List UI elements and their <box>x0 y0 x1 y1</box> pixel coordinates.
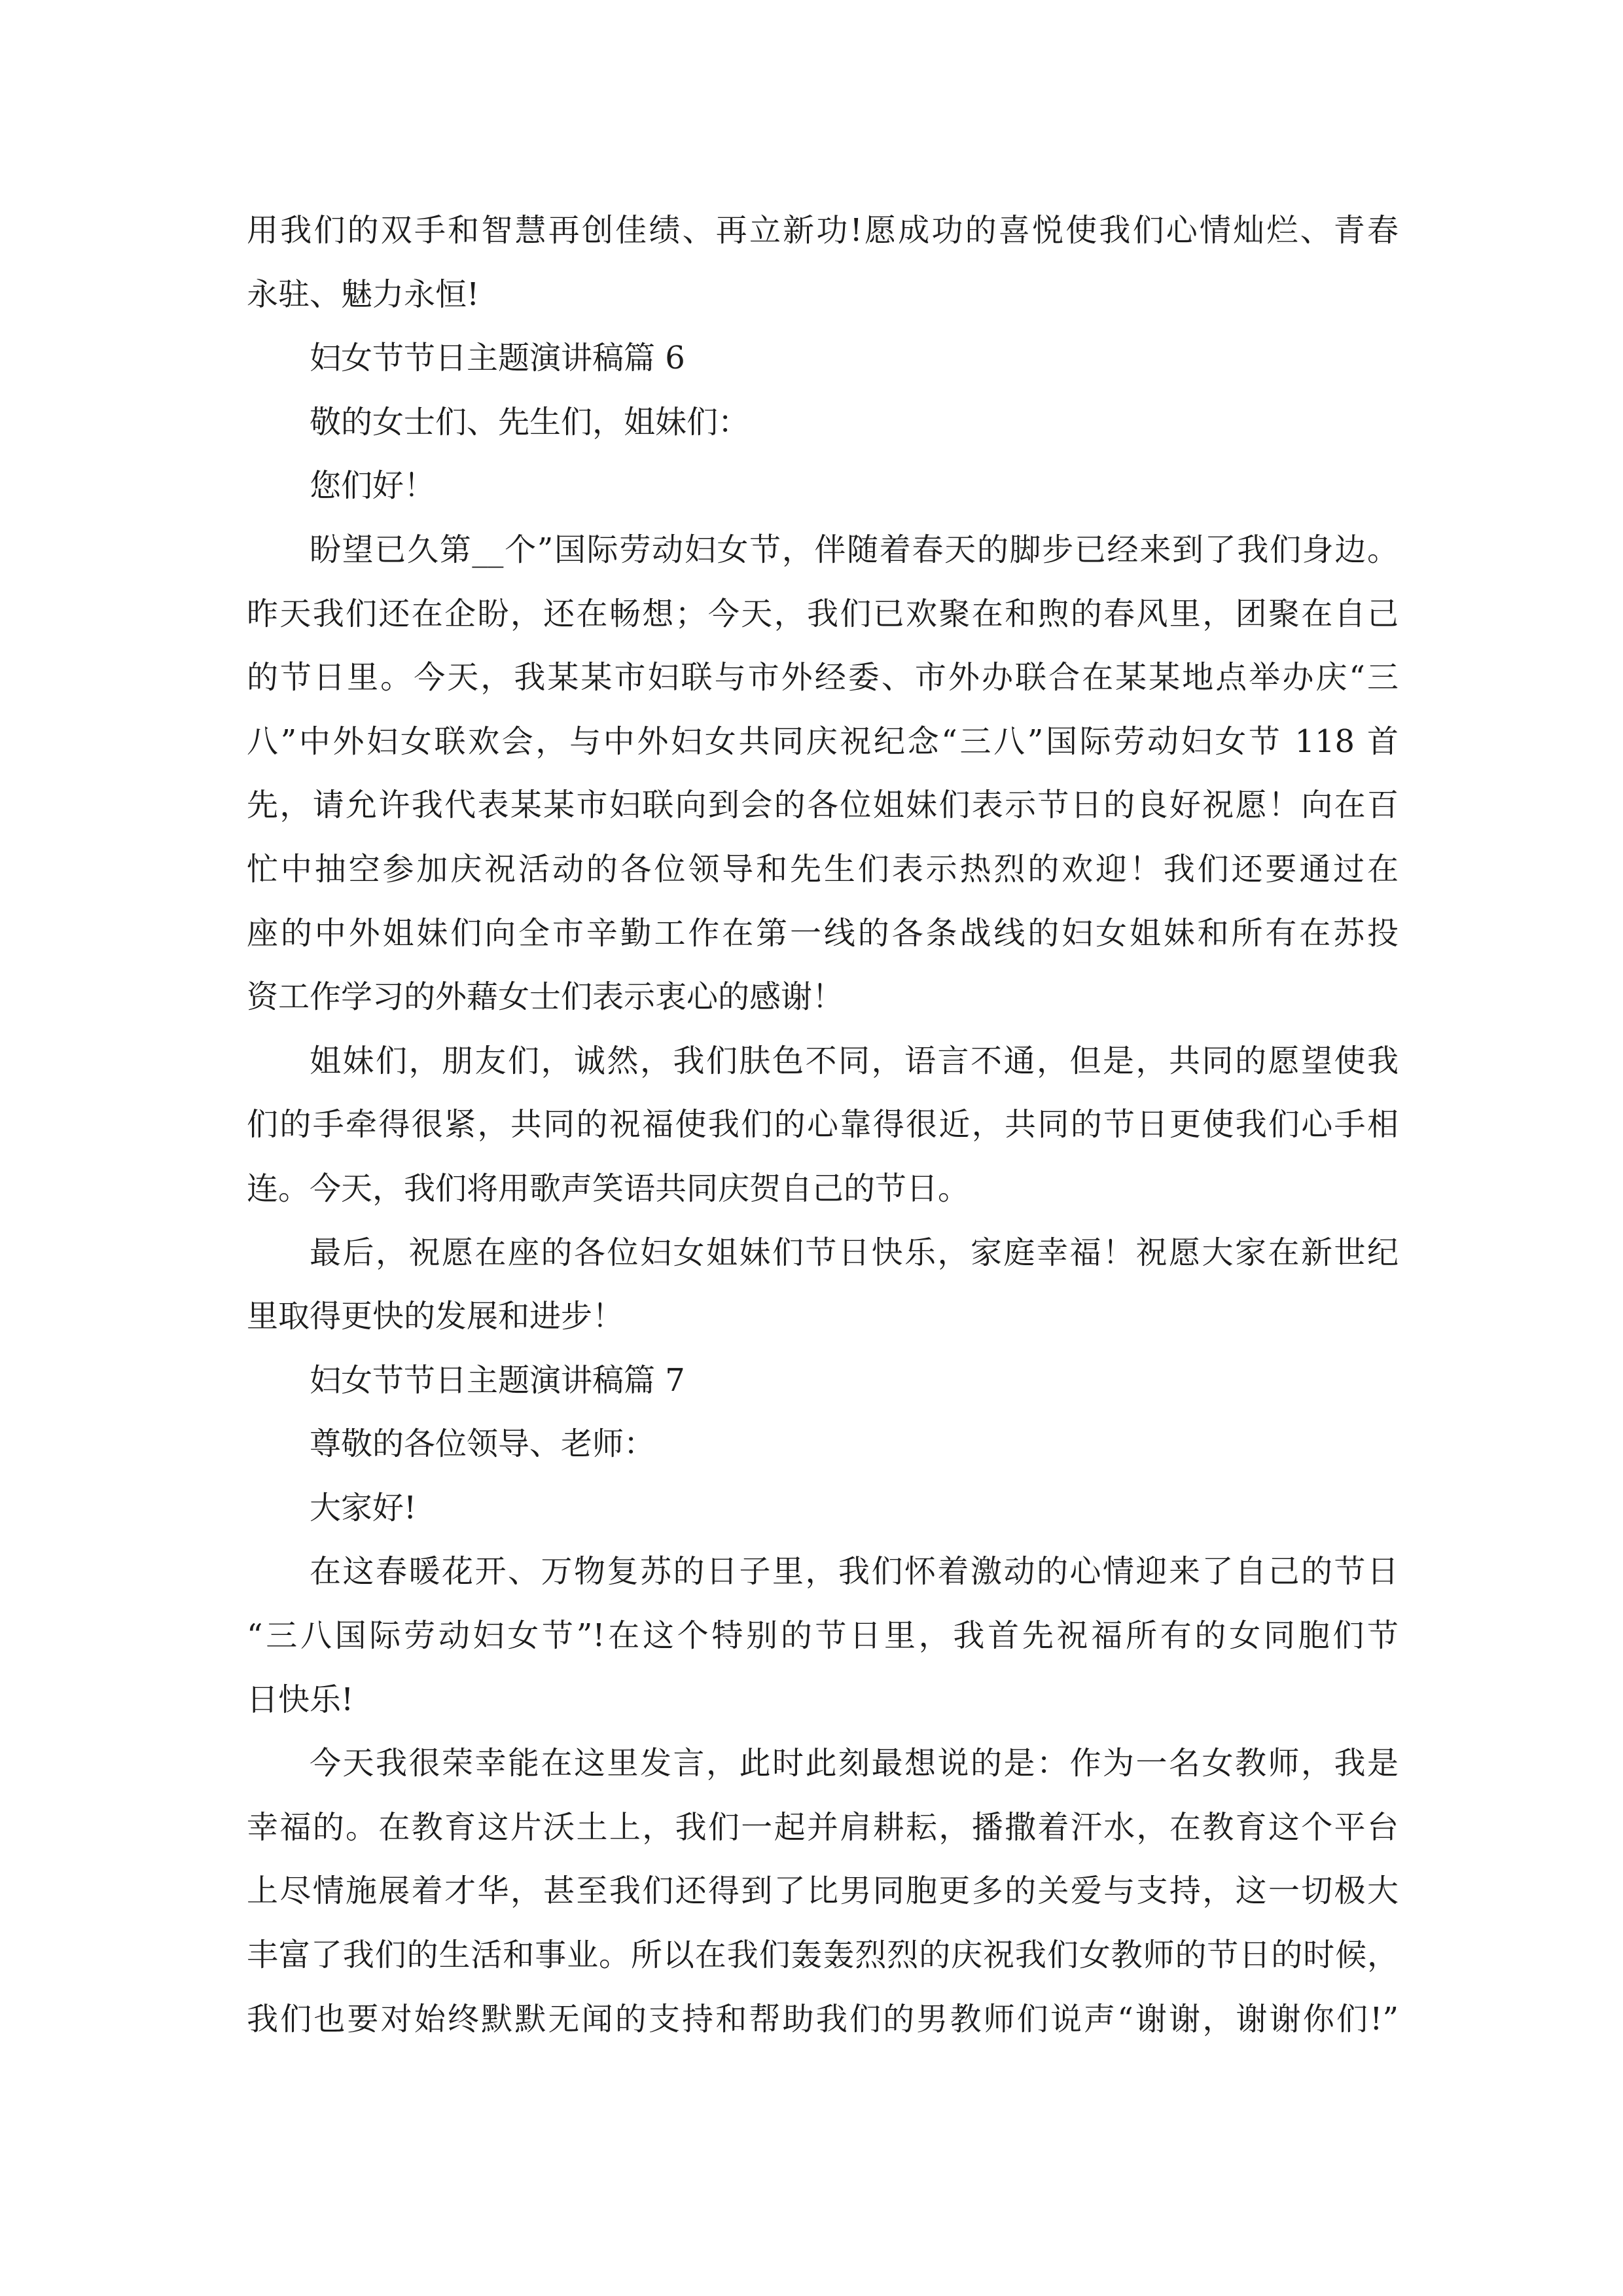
body-line: 连。今天，我们将用歌声笑语共同庆贺自己的节日。 <box>247 1170 970 1207</box>
paragraph <box>247 1030 1623 1221</box>
body-line: 里取得更快的发展和进步！ <box>247 1298 624 1335</box>
body-line: 大家好! <box>310 1489 417 1526</box>
body-line: 尊敬的各位领导、老师： <box>310 1426 656 1463</box>
salutation <box>247 391 1623 455</box>
paragraph <box>247 1221 1623 1349</box>
body-line: 昨天我们还在企盼，还在畅想；今天，我们已欢聚在和煦的春风里，团聚在自己 <box>247 595 1399 632</box>
continued-paragraph <box>247 199 1623 327</box>
body-line: 资工作学习的外藉女士们表示衷心的感谢！ <box>247 978 844 1016</box>
body-line: 姐妹们，朋友们，诚然，我们肤色不同，语言不通，但是，共同的愿望使我 <box>310 1042 1399 1079</box>
salutation <box>247 1412 1623 1477</box>
body-line: 八”中外妇女联欢会，与中外妇女共同庆祝纪念“三八”国际劳动妇女节 118 首 <box>247 723 1399 760</box>
body-line: 上尽情施展着才华，甚至我们还得到了比男同胞更多的关爱与支持，这一切极大 <box>247 1873 1399 1910</box>
section-heading: 妇女节节日主题演讲稿篇 7 <box>310 1361 685 1399</box>
body-line: 忙中抽空参加庆祝活动的各位领导和先生们表示热烈的欢迎！我们还要通过在 <box>247 850 1399 888</box>
body-line: 盼望已久第__个”国际劳动妇女节，伴随着春天的脚步已经来到了我们身边。 <box>310 531 1399 568</box>
body-line: 日快乐! <box>247 1681 354 1718</box>
body-line: 们的手牵得很紧，共同的祝福使我们的心靠得很近，共同的节日更使我们心手相 <box>247 1106 1399 1143</box>
body-line: 的节日里。今天，我某某市妇联与市外经委、市外办联合在某某地点举办庆“三 <box>247 659 1399 696</box>
body-line: 用我们的双手和智慧再创佳绩、再立新功!愿成功的喜悦使我们心情灿烂、青春 <box>247 212 1399 249</box>
paragraph <box>247 518 1623 1030</box>
paragraph <box>247 1732 1623 2051</box>
body-line: 幸福的。在教育这片沃土上，我们一起并肩耕耘，播撒着汗水，在教育这个平台 <box>247 1808 1399 1846</box>
speech-section-6 <box>247 327 1623 1349</box>
body-line: 今天我很荣幸能在这里发言，此时此刻最想说的是：作为一名女教师，我是 <box>310 1745 1399 1782</box>
paragraph <box>247 1540 1623 1732</box>
body-line: 我们也要对始终默默无闻的支持和帮助我们的男教师们说声“谢谢，谢谢你们!” <box>247 2000 1399 2037</box>
greeting <box>247 454 1623 518</box>
greeting <box>247 1477 1623 1541</box>
body-line: 最后，祝愿在座的各位妇女姐妹们节日快乐，家庭幸福！祝愿大家在新世纪 <box>310 1234 1399 1271</box>
body-line: 您们好！ <box>310 467 436 505</box>
body-line: “三八国际劳动妇女节”!在这个特别的节日里，我首先祝福所有的女同胞们节 <box>247 1617 1399 1655</box>
section-heading: 妇女节节日主题演讲稿篇 6 <box>310 340 685 377</box>
body-line: 座的中外姐妹们向全市辛勤工作在第一线的各条战线的妇女姐妹和所有在苏投 <box>247 914 1399 952</box>
body-line: 敬的女士们、先生们，姐妹们： <box>310 403 750 440</box>
body-line: 丰富了我们的生活和事业。所以在我们轰轰烈烈的庆祝我们女教师的节日的时候， <box>247 1937 1399 1974</box>
body-line: 在这春暖花开、万物复苏的日子里，我们怀着激动的心情迎来了自己的节日 <box>310 1553 1399 1590</box>
body-line: 永驻、魅力永恒! <box>247 276 480 313</box>
body-line: 先，请允许我代表某某市妇联向到会的各位姐妹们表示节日的良好祝愿！向在百 <box>247 787 1399 824</box>
speech-section-7 <box>247 1349 1623 2052</box>
